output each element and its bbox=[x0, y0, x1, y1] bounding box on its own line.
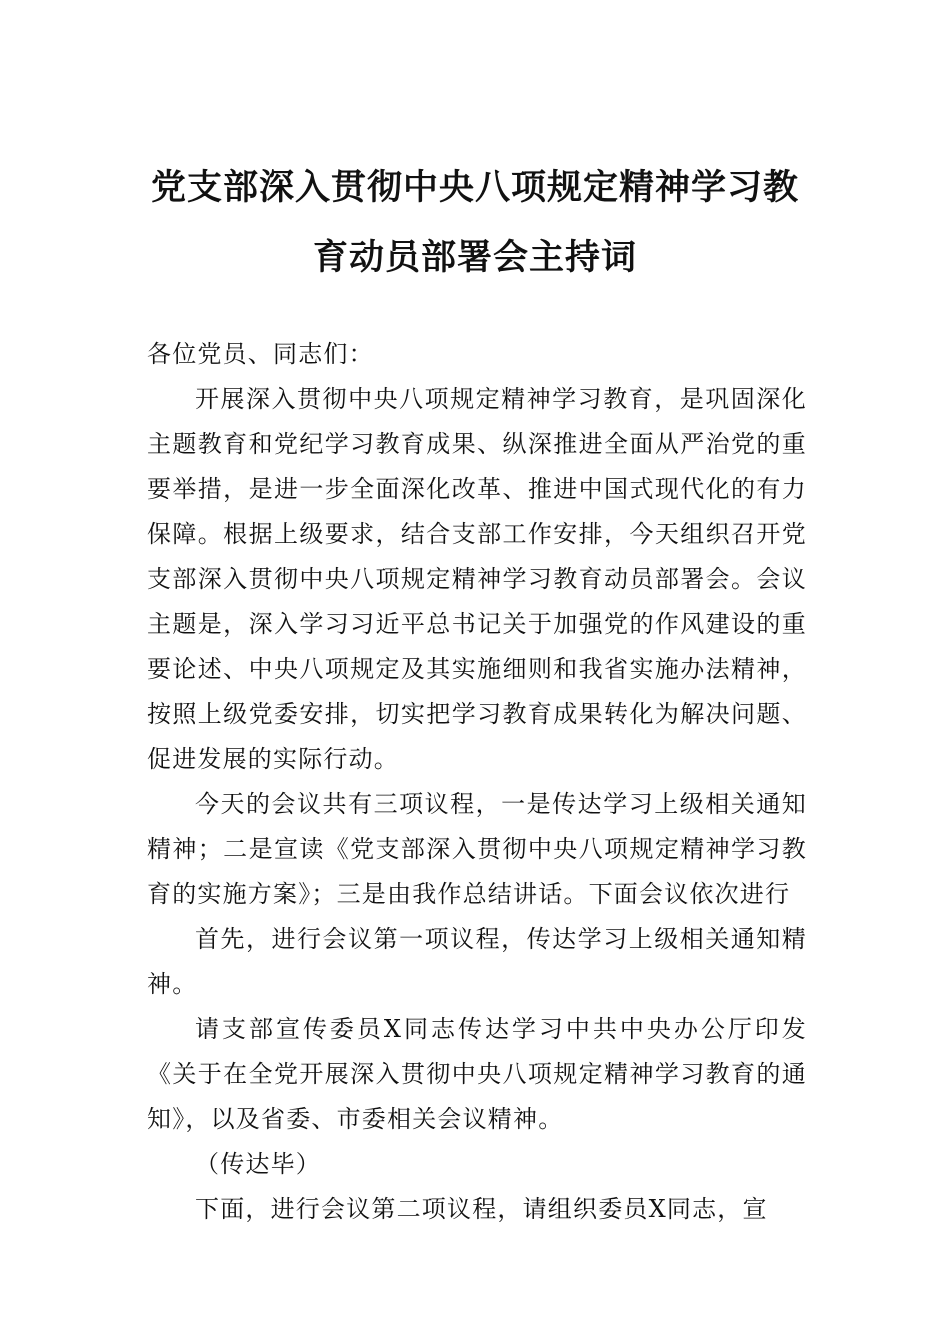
paragraph-intro: 开展深入贯彻中央八项规定精神学习教育，是巩固深化主题教育和党纪学习教育成果、纵深推进全面从严治党的重要举措，是进一步全面深化改革、推进中国式现代化的有力保障。根据上级要求，结合支部工作安排，今天组织召开党支部深入贯彻中央八项规定精神学习教育动员部署会。会议主题是，深入学习习近平总书记关于加强党的作风建设的重要论述、中央八项规定及其实施细则和我省实施办法精神，按照上级党委安排，切实把学习教育成果转化为解决问题、促进发展的实际行动。 bbox=[147, 385, 807, 773]
paragraph-item-two: 下面，进行会议第二项议程，请组织委员X同志，宣 bbox=[195, 1195, 768, 1223]
paragraph-agenda: 今天的会议共有三项议程，一是传达学习上级相关通知精神；二是宣读《党支部深入贯彻中央八项规定精神学习教育的实施方案》；三是由我作总结讲话。下面会议依次进行 bbox=[147, 790, 807, 908]
paragraph-convey: 请支部宣传委员X同志传达学习中共中央办公厅印发《关于在全党开展深入贯彻中央八项规定精神学习教育的通知》，以及省委、市委相关会议精神。 bbox=[147, 1015, 807, 1133]
document-title-line-1: 党支部深入贯彻中央八项规定精神学习教 bbox=[150, 167, 799, 208]
paragraph-item-one: 首先，进行会议第一项议程，传达学习上级相关通知精神。 bbox=[147, 925, 807, 998]
paragraph-convey-done: （传达毕） bbox=[195, 1150, 321, 1178]
salutation: 各位党员、同志们： bbox=[147, 340, 374, 368]
document-title-line-2: 育动员部署会主持词 bbox=[312, 237, 637, 278]
document-body bbox=[147, 332, 807, 1232]
